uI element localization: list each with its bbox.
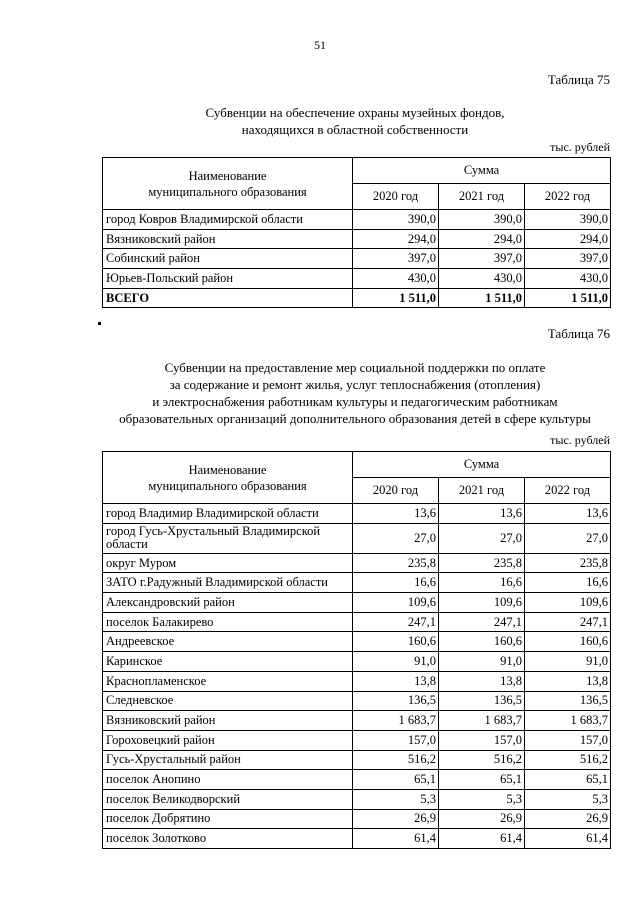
value-2020-cell: 516,2 [353, 750, 439, 770]
value-2022-cell: 65,1 [525, 770, 611, 790]
column-header-year: 2022 год [525, 184, 611, 210]
table-row [103, 523, 611, 553]
municipality-cell: поселок Великодворский [103, 789, 353, 809]
value-2021-cell: 13,8 [439, 671, 525, 691]
value-2020-cell: 109,6 [353, 593, 439, 613]
title-line: находящихся в областной собственности [241, 122, 469, 137]
municipality-cell: Каринское [103, 652, 353, 672]
value-2021-cell: 247,1 [439, 612, 525, 632]
value-2022-cell: 160,6 [525, 632, 611, 652]
value-2021-cell: 1 683,7 [439, 711, 525, 731]
table-row [103, 504, 611, 524]
municipality-cell: поселок Золотково [103, 829, 353, 849]
value-2022-cell: 61,4 [525, 829, 611, 849]
table-row [103, 652, 611, 672]
table-75-units: тыс. рублей [550, 140, 610, 154]
value-2020-cell: 27,0 [353, 523, 439, 553]
title-line: образовательных организаций дополнительного образования детей в сфере культуры [119, 411, 591, 426]
municipality-cell: Александровский район [103, 593, 353, 613]
municipality-cell: Андреевское [103, 632, 353, 652]
table-row [103, 789, 611, 809]
table-row [103, 711, 611, 731]
municipality-cell: поселок Балакирево [103, 612, 353, 632]
title-line: Субвенции на обеспечение охраны музейных фондов, [205, 105, 505, 120]
table-row [103, 553, 611, 573]
value-2021-cell: 16,6 [439, 573, 525, 593]
table-row [103, 770, 611, 790]
municipality-cell: город Ковров Владимирской области [103, 210, 353, 230]
municipality-cell: поселок Добрятино [103, 809, 353, 829]
value-2021-cell: 397,0 [439, 249, 525, 269]
column-header-sum: Сумма [353, 452, 611, 478]
value-2022-cell: 430,0 [525, 269, 611, 289]
value-2022-cell: 390,0 [525, 210, 611, 230]
value-2020-cell: 26,9 [353, 809, 439, 829]
value-2020-cell: 247,1 [353, 612, 439, 632]
value-2021-cell: 109,6 [439, 593, 525, 613]
value-2022-cell: 516,2 [525, 750, 611, 770]
column-header-sum: Сумма [353, 158, 611, 184]
page-number: 51 [314, 38, 326, 52]
value-2020-cell: 1 511,0 [353, 288, 439, 308]
value-2020-cell: 13,8 [353, 671, 439, 691]
value-2022-cell: 5,3 [525, 789, 611, 809]
value-2022-cell: 26,9 [525, 809, 611, 829]
value-2022-cell: 13,8 [525, 671, 611, 691]
table-row [103, 573, 611, 593]
value-2020-cell: 91,0 [353, 652, 439, 672]
value-2020-cell: 430,0 [353, 269, 439, 289]
value-2022-cell: 13,6 [525, 504, 611, 524]
value-2021-cell: 61,4 [439, 829, 525, 849]
value-2020-cell: 390,0 [353, 210, 439, 230]
value-2021-cell: 390,0 [439, 210, 525, 230]
value-2020-cell: 5,3 [353, 789, 439, 809]
value-2021-cell: 294,0 [439, 229, 525, 249]
value-2020-cell: 397,0 [353, 249, 439, 269]
value-2021-cell: 1 511,0 [439, 288, 525, 308]
value-2021-cell: 516,2 [439, 750, 525, 770]
municipality-cell: Вязниковский район [103, 711, 353, 731]
municipality-cell: поселок Анопино [103, 770, 353, 790]
column-header-year: 2022 год [525, 478, 611, 504]
municipality-cell: Собинский район [103, 249, 353, 269]
header-name-line1: Наименование [188, 462, 267, 477]
value-2022-cell: 91,0 [525, 652, 611, 672]
value-2022-cell: 157,0 [525, 730, 611, 750]
value-2022-cell: 1 511,0 [525, 288, 611, 308]
value-2020-cell: 13,6 [353, 504, 439, 524]
table-76-title [100, 359, 610, 427]
column-header-year: 2021 год [439, 184, 525, 210]
header-name-line2: муниципального образования [148, 478, 307, 493]
table-75-label: Таблица 75 [547, 72, 610, 87]
table-row [103, 229, 611, 249]
scan-mark [98, 322, 101, 325]
municipality-cell: Следневское [103, 691, 353, 711]
municipality-cell: Вязниковский район [103, 229, 353, 249]
municipality-cell: ВСЕГО [103, 288, 353, 308]
value-2021-cell: 65,1 [439, 770, 525, 790]
column-header-name [103, 452, 353, 504]
value-2022-cell: 1 683,7 [525, 711, 611, 731]
title-line: и электроснабжения работникам культуры и педагогическим работникам [152, 394, 558, 409]
table-row [103, 829, 611, 849]
table-75-title [100, 104, 610, 138]
value-2021-cell: 136,5 [439, 691, 525, 711]
value-2022-cell: 235,8 [525, 553, 611, 573]
value-2021-cell: 160,6 [439, 632, 525, 652]
title-line: за содержание и ремонт жилья, услуг теплоснабжения (отопления) [169, 377, 541, 392]
value-2022-cell: 294,0 [525, 229, 611, 249]
table-row [103, 750, 611, 770]
table-row [103, 730, 611, 750]
municipality-cell: город Владимир Владимирской области [103, 504, 353, 524]
table-75 [102, 157, 611, 308]
municipality-cell: ЗАТО г.Радужный Владимирской области [103, 573, 353, 593]
value-2021-cell: 27,0 [439, 523, 525, 553]
value-2022-cell: 247,1 [525, 612, 611, 632]
value-2020-cell: 294,0 [353, 229, 439, 249]
value-2021-cell: 5,3 [439, 789, 525, 809]
title-line: Субвенции на предоставление мер социальной поддержки по оплате [164, 360, 546, 375]
municipality-cell: округ Муром [103, 553, 353, 573]
total-row [103, 288, 611, 308]
municipality-cell: Краснопламенское [103, 671, 353, 691]
value-2021-cell: 26,9 [439, 809, 525, 829]
column-header-name [103, 158, 353, 210]
value-2020-cell: 16,6 [353, 573, 439, 593]
value-2021-cell: 157,0 [439, 730, 525, 750]
value-2020-cell: 1 683,7 [353, 711, 439, 731]
value-2020-cell: 136,5 [353, 691, 439, 711]
value-2020-cell: 157,0 [353, 730, 439, 750]
value-2022-cell: 109,6 [525, 593, 611, 613]
table-row [103, 671, 611, 691]
table-76-label: Таблица 76 [547, 326, 610, 341]
value-2021-cell: 91,0 [439, 652, 525, 672]
value-2020-cell: 65,1 [353, 770, 439, 790]
value-2021-cell: 235,8 [439, 553, 525, 573]
value-2022-cell: 397,0 [525, 249, 611, 269]
municipality-cell: Гусь-Хрустальный район [103, 750, 353, 770]
column-header-year: 2021 год [439, 478, 525, 504]
table-row [103, 269, 611, 289]
header-name-line1: Наименование [188, 168, 267, 183]
municipality-cell: Юрьев-Польский район [103, 269, 353, 289]
table-row [103, 210, 611, 230]
value-2022-cell: 136,5 [525, 691, 611, 711]
value-2022-cell: 16,6 [525, 573, 611, 593]
column-header-year: 2020 год [353, 184, 439, 210]
column-header-year: 2020 год [353, 478, 439, 504]
value-2021-cell: 430,0 [439, 269, 525, 289]
value-2020-cell: 61,4 [353, 829, 439, 849]
value-2020-cell: 235,8 [353, 553, 439, 573]
table-row [103, 612, 611, 632]
header-name-line2: муниципального образования [148, 184, 307, 199]
table-row [103, 593, 611, 613]
value-2022-cell: 27,0 [525, 523, 611, 553]
value-2020-cell: 160,6 [353, 632, 439, 652]
municipality-cell: город Гусь-Хрустальный Владимирской области [103, 523, 353, 553]
table-76 [102, 451, 611, 849]
table-76-units: тыс. рублей [550, 433, 610, 447]
value-2021-cell: 13,6 [439, 504, 525, 524]
table-row [103, 809, 611, 829]
table-row [103, 249, 611, 269]
municipality-cell: Гороховецкий район [103, 730, 353, 750]
table-row [103, 632, 611, 652]
table-row [103, 691, 611, 711]
